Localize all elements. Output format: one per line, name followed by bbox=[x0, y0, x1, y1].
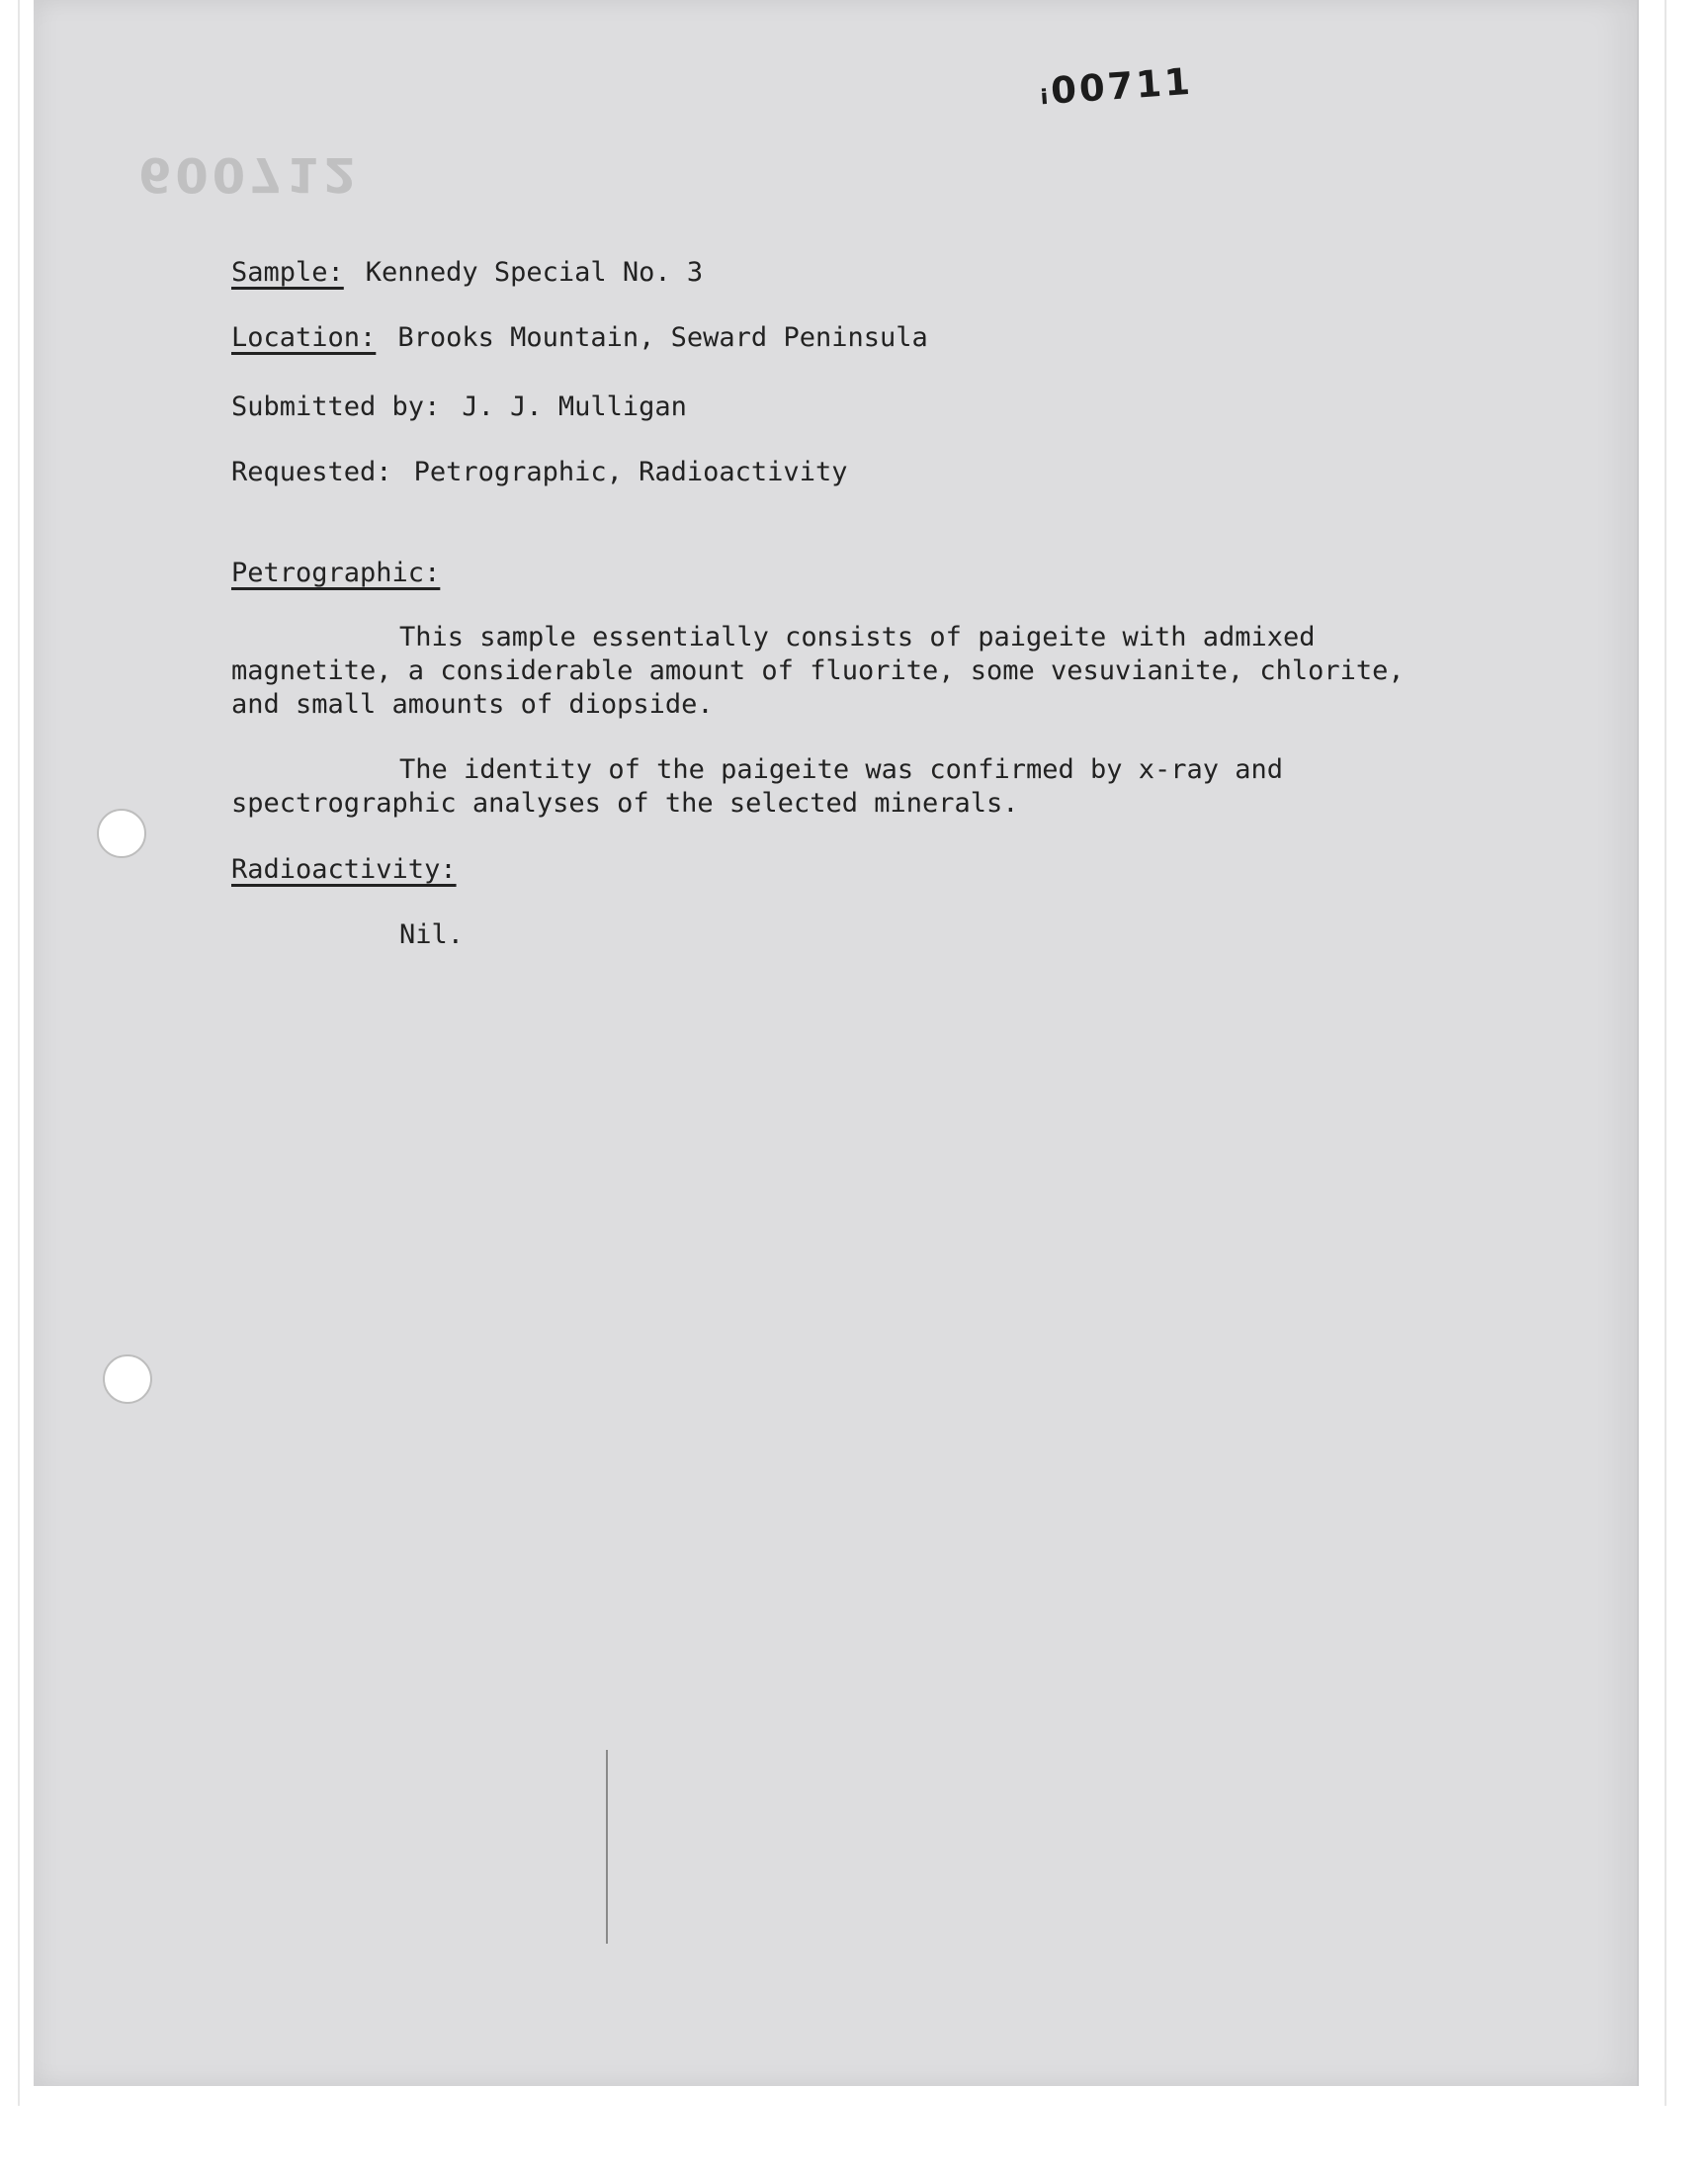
document-number-stamp: ᵢ00711 bbox=[1038, 59, 1195, 114]
page-edge-left bbox=[18, 0, 20, 2106]
submitted-by-value: J. J. Mulligan bbox=[462, 392, 687, 422]
requested-value: Petrographic, Radioactivity bbox=[413, 457, 848, 487]
sample-label: Sample: bbox=[231, 257, 344, 288]
submitted-by-label: Submitted by: bbox=[231, 392, 441, 422]
vertical-mark bbox=[606, 1750, 608, 1944]
radioactivity-heading: Radioactivity: bbox=[231, 854, 457, 885]
location-field bbox=[231, 322, 928, 353]
location-value: Brooks Mountain, Seward Peninsula bbox=[397, 322, 928, 353]
petrographic-heading: Petrographic: bbox=[231, 558, 441, 588]
document-page bbox=[34, 0, 1639, 2086]
petrographic-paragraph-2: The identity of the paigeite was confirmed by x-ray and spectrographic analyses of the selected minerals. bbox=[231, 754, 1284, 819]
sample-value: Kennedy Special No. 3 bbox=[365, 257, 704, 288]
petrographic-paragraph-1: This sample essentially consists of paigeite with admixed magnetite, a considerable amount of fluorite, some vesuvianite, chlorite, and small amounts of diopside. bbox=[231, 622, 1405, 720]
sample-field bbox=[231, 257, 703, 288]
location-label: Location: bbox=[231, 322, 377, 353]
bleed-through-stamp: 600712 bbox=[138, 146, 361, 202]
radioactivity-value: Nil. bbox=[399, 919, 465, 950]
page-edge-right bbox=[1665, 0, 1666, 2106]
submitted-by-field bbox=[231, 392, 687, 422]
requested-label: Requested: bbox=[231, 457, 392, 487]
punch-hole-lower bbox=[103, 1354, 152, 1404]
punch-hole-upper bbox=[97, 809, 146, 858]
requested-field bbox=[231, 457, 847, 487]
